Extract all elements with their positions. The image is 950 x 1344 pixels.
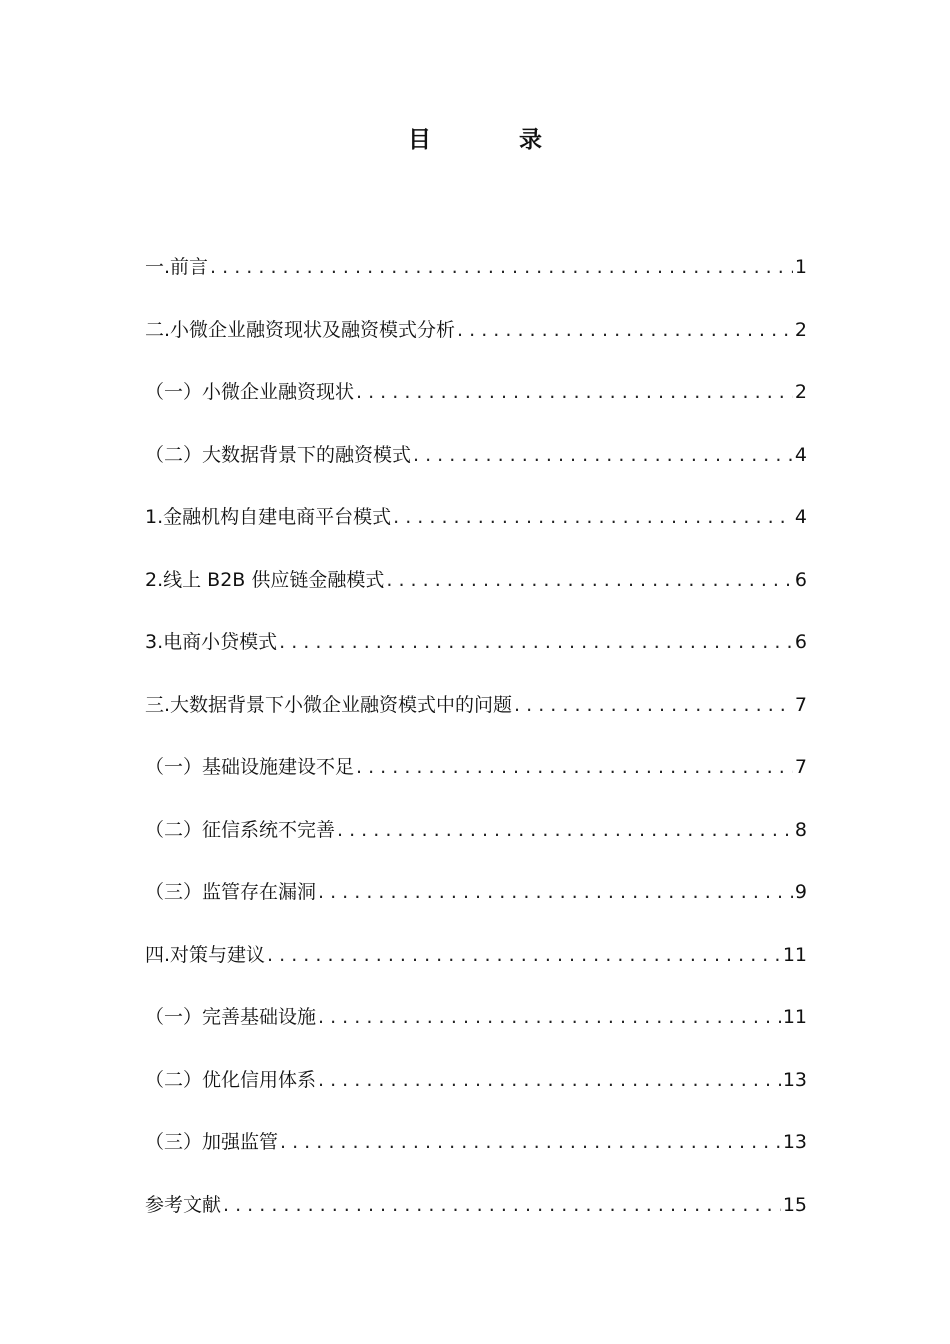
toc-entry-label: （一）小微企业融资现状 [145, 381, 355, 403]
toc-entry-preface[interactable] [145, 251, 807, 314]
toc-entry-section-3-2[interactable] [145, 814, 807, 877]
toc-entry-label: （一）完善基础设施 [145, 1006, 317, 1028]
dot-leader [457, 314, 793, 346]
table-of-contents [145, 251, 807, 1251]
toc-entry-page: 2 [794, 318, 807, 341]
toc-entry-label: （二）大数据背景下的融资模式 [145, 443, 412, 466]
dot-leader [356, 751, 793, 783]
toc-entry-label: 四.对策与建议 [145, 943, 266, 966]
toc-entry-page: 11 [782, 943, 807, 966]
toc-entry-label: 一.前言 [145, 256, 209, 278]
dot-leader [280, 1126, 781, 1158]
toc-entry-page: 7 [794, 693, 807, 716]
toc-entry-page: 7 [794, 756, 807, 778]
toc-entry-section-4[interactable] [145, 939, 807, 1002]
toc-entry-references[interactable] [145, 1189, 807, 1252]
toc-entry-label: （二）征信系统不完善 [145, 818, 336, 841]
toc-entry-page: 9 [794, 881, 807, 903]
toc-entry-label: 三.大数据背景下小微企业融资模式中的问题 [145, 693, 513, 716]
toc-entry-page: 6 [794, 631, 807, 653]
toc-entry-page: 15 [782, 1193, 807, 1216]
toc-entry-label: 2.线上 B2B 供应链金融模式 [145, 568, 385, 591]
toc-entry-page: 8 [794, 818, 807, 841]
toc-entry-section-2-2[interactable] [145, 439, 807, 502]
toc-entry-page: 4 [794, 506, 807, 528]
toc-entry-section-4-1[interactable] [145, 1001, 807, 1064]
dot-leader [223, 1189, 781, 1221]
toc-entry-label: 3.电商小贷模式 [145, 631, 278, 653]
toc-entry-page: 4 [794, 443, 807, 466]
dot-leader [413, 439, 793, 471]
toc-entry-label: 1.金融机构自建电商平台模式 [145, 506, 392, 528]
toc-entry-label: （三）监管存在漏洞 [145, 881, 317, 903]
toc-entry-label: （三）加强监管 [145, 1131, 279, 1153]
dot-leader [318, 1064, 781, 1096]
dot-leader [318, 876, 793, 908]
toc-entry-section-2-2-2[interactable] [145, 564, 807, 627]
dot-leader [386, 564, 793, 596]
dot-leader [318, 1001, 781, 1033]
toc-entry-section-2-2-3[interactable] [145, 626, 807, 689]
toc-entry-label: （一）基础设施建设不足 [145, 756, 355, 778]
toc-entry-label: （二）优化信用体系 [145, 1068, 317, 1091]
toc-entry-page: 13 [782, 1068, 807, 1091]
dot-leader [210, 251, 793, 283]
toc-entry-section-4-2[interactable] [145, 1064, 807, 1127]
toc-entry-page: 11 [782, 1006, 807, 1028]
toc-entry-section-4-3[interactable] [145, 1126, 807, 1189]
toc-entry-page: 13 [782, 1131, 807, 1153]
toc-entry-label: 二.小微企业融资现状及融资模式分析 [145, 318, 456, 341]
dot-leader [514, 689, 793, 721]
toc-entry-section-3[interactable] [145, 689, 807, 752]
dot-leader [356, 376, 793, 408]
dot-leader [393, 501, 793, 533]
toc-entry-section-2[interactable] [145, 314, 807, 377]
dot-leader [267, 939, 781, 971]
toc-entry-page: 2 [794, 381, 807, 403]
dot-leader [337, 814, 793, 846]
dot-leader [279, 626, 793, 658]
toc-entry-section-2-2-1[interactable] [145, 501, 807, 564]
toc-entry-section-2-1[interactable] [145, 376, 807, 439]
toc-entry-label: 参考文献 [145, 1193, 222, 1216]
toc-entry-section-3-1[interactable] [145, 751, 807, 814]
toc-entry-section-3-3[interactable] [145, 876, 807, 939]
toc-entry-page: 1 [794, 256, 807, 278]
page-title: 目 录 [407, 127, 582, 153]
toc-entry-page: 6 [794, 568, 807, 591]
